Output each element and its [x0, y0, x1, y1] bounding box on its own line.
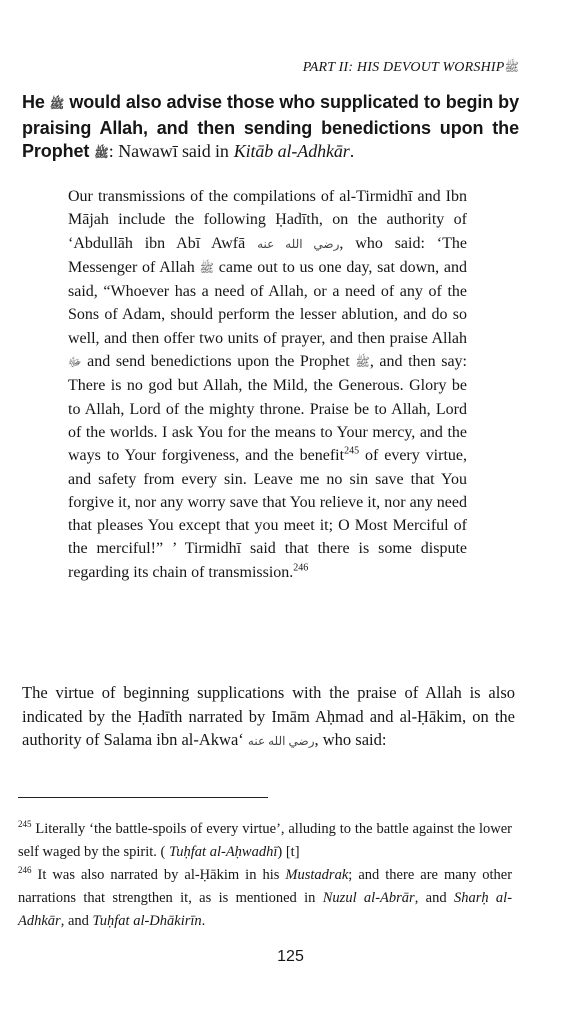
- quote-text-3: came out to us one day, sat down, and said, “Whoever has a need of Allah, or a need of any of the Sons of Adam, should perform the lesser ablution, and do so well, and then offer two units of prayer, and then praise Allah: [68, 258, 468, 347]
- quote-text-1: Our transmissions of the compilations of al-Tirmidhī and Ibn Mājah include the following Ḥadīth, on the authority of ‘Abdullāh ibn Abī Awfā: [68, 188, 467, 252]
- running-head-text: PART II: HIS DEVOUT WORSHIP: [302, 60, 505, 75]
- footnote-text: Literally ‘the battle-spoils of every virtue’, alluding to the battle against the lower self waged by the spirit. (: [18, 821, 513, 860]
- honorific-prophet-icon: ﷺ: [49, 97, 65, 111]
- book-title: Tuḥfat al-Aḥwadhī: [169, 844, 278, 860]
- footnote-number: 246: [18, 865, 32, 876]
- closing-text-1: The virtue of beginning supplications with the praise of Allah is also indicated by the Ḥadīth narrated by Imām Aḥmad and al-Ḥākim, on the authority of Salama ibn al-Akwa‘: [22, 683, 515, 749]
- quote-text-2: , who said: ‘The Messenger of Allah: [68, 234, 467, 276]
- block-quote: [68, 185, 467, 584]
- book-title: Tuḥfat al-Dhākirīn: [92, 913, 202, 929]
- footnote-number: 245: [18, 819, 32, 830]
- honorific-prophet-icon: ﷺ: [199, 260, 214, 275]
- honorific-prophet-icon: ﷺ: [355, 355, 370, 370]
- quote-text-6: of every virtue, and safety from every sin. Leave me no sin save that You forgive it, nor any worry save that You relieve it, nor any need that pleases You except that you meet it; O Most Merciful of the merciful!” ’ Tirmidhī said that there is some dispute regarding its chain of transmission.: [68, 447, 467, 581]
- footnote-245: [18, 818, 512, 864]
- intro-paragraph: [22, 91, 519, 166]
- footnote-ref-245[interactable]: 245: [344, 445, 360, 457]
- footnote-text: ) [t]: [277, 844, 300, 860]
- honorific-companion-icon: رضي الله عنه: [247, 734, 315, 748]
- intro-text-1: He: [22, 92, 45, 112]
- quote-text-4: and send benedictions upon the Prophet: [87, 353, 350, 371]
- honorific-prophet-icon: ﷺ: [94, 146, 109, 160]
- footnote-divider: [18, 797, 268, 798]
- footnote-text: , and: [60, 913, 89, 929]
- footnotes: [18, 818, 512, 933]
- intro-text-2: would also advise those who supplicated to begin by praising Allah, and then sending benedictions upon the Prophet: [22, 92, 519, 161]
- book-title-kitab-al-adhkar: Kitāb al-Adhkār: [233, 141, 350, 161]
- book-title: Nuzul al-Abrār: [322, 890, 415, 906]
- closing-text-2: , who said:: [314, 730, 387, 749]
- footnote-text: .: [201, 913, 206, 929]
- footnote-ref-246[interactable]: 246: [293, 562, 309, 574]
- footnote-text: , and: [414, 890, 447, 906]
- intro-text-3: : Nawawī said in: [108, 141, 229, 161]
- book-title: Mustadrak: [285, 867, 349, 883]
- quote-text-5: , and then say: There is no god but Allah, the Mild, the Generous. Glory be to Allah, Lord of the mighty throne. Praise be to Allah, Lord of the worlds. I ask You for the means to Your mercy, and the ways to Your forgiveness, and the benefit: [68, 353, 468, 465]
- footnote-text: ; and there are many other narrations that strengthen it, as is mentioned in: [18, 867, 513, 906]
- book-title: Sharḥ al-Adhkār: [18, 890, 513, 929]
- footnote-246: [18, 864, 512, 933]
- honorific-allah-icon: ﷻ: [68, 355, 82, 370]
- footnote-text: It was also narrated by al-Ḥākim in his: [37, 867, 280, 883]
- honorific-prophet-icon: ﷺ: [504, 60, 519, 74]
- running-head: [303, 60, 519, 77]
- intro-text-end: .: [349, 141, 355, 161]
- page-number: 125: [277, 948, 304, 965]
- honorific-companion-icon: رضي الله عنه: [257, 236, 340, 251]
- closing-paragraph: [22, 681, 515, 754]
